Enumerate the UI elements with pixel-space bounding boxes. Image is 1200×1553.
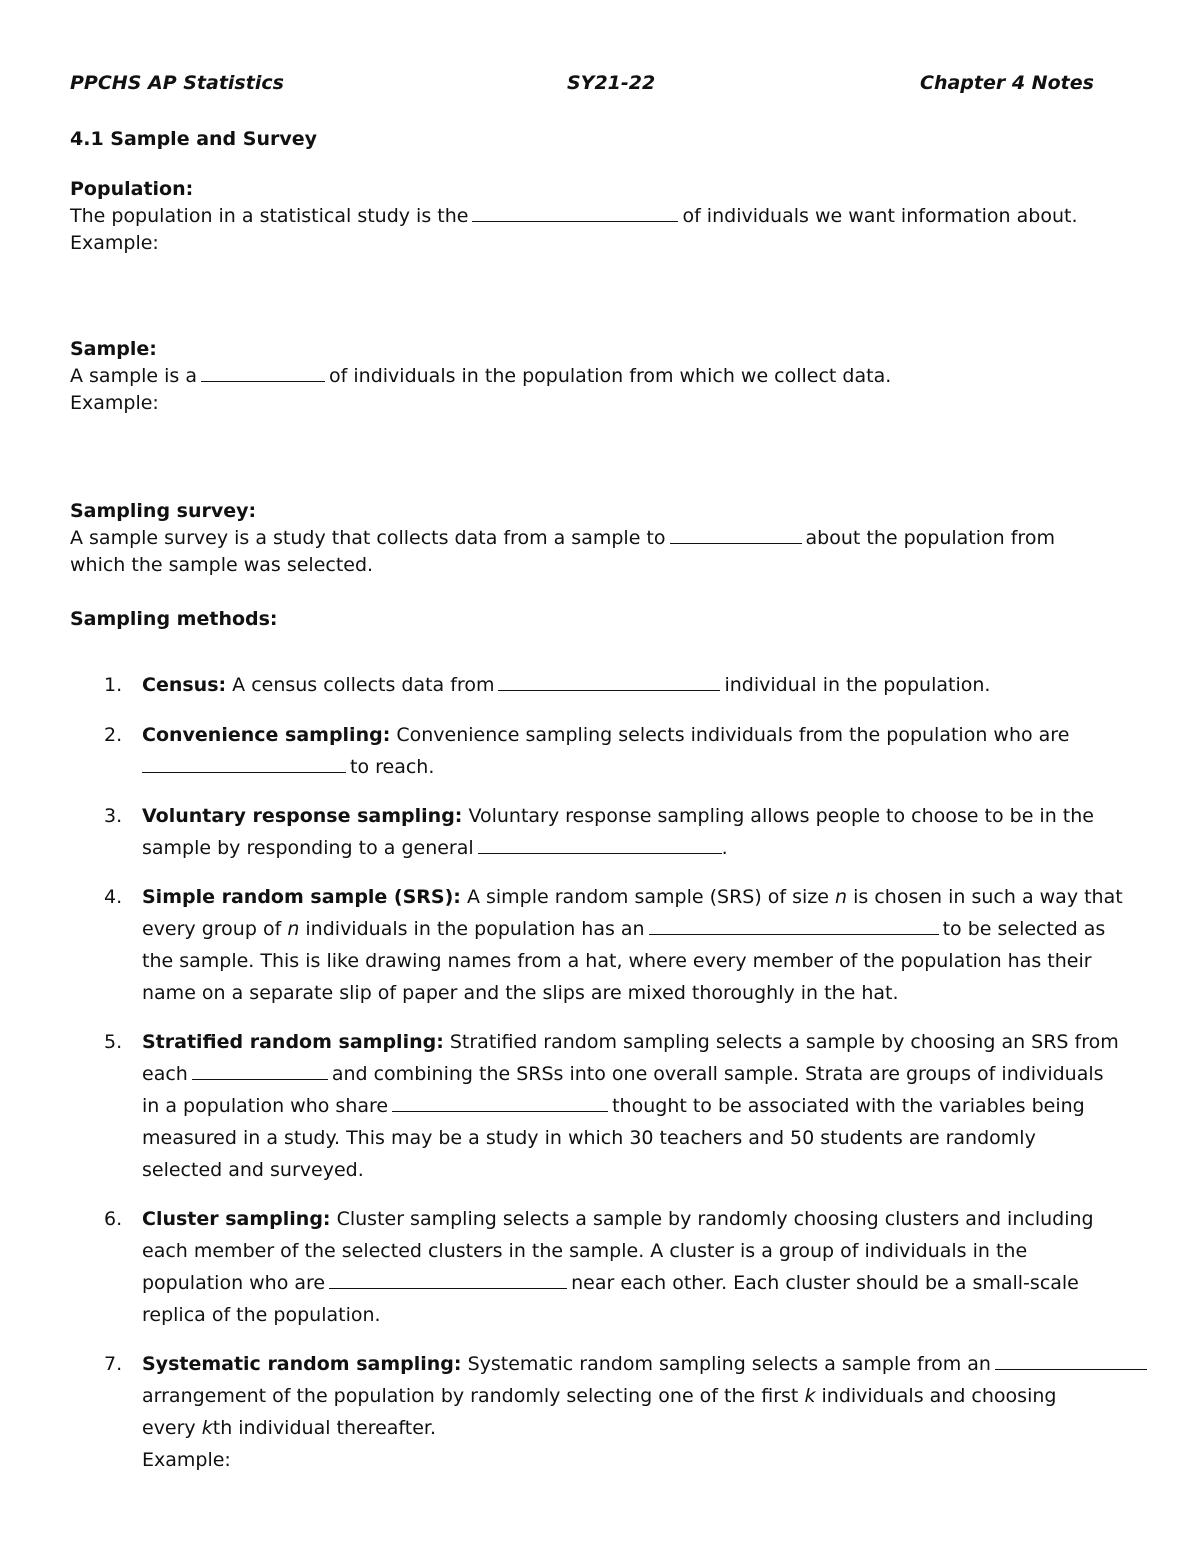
stratified-text-a: Stratified random sampling selects a sample by choosing an SRS from bbox=[449, 1031, 1119, 1053]
item-body bbox=[142, 1026, 1132, 1186]
item-body bbox=[142, 719, 1132, 783]
srs-term: Simple random sample (SRS): bbox=[142, 886, 461, 908]
survey-text-before: A sample survey is a study that collects data from a sample to bbox=[70, 527, 666, 549]
sample-text-after: of individuals in the population from which we collect data. bbox=[329, 365, 892, 387]
srs-line2 bbox=[142, 913, 1132, 945]
stratified-line5: selected and surveyed. bbox=[142, 1159, 364, 1181]
population-text-after: of individuals we want information about. bbox=[682, 205, 1078, 227]
convenience-blank[interactable] bbox=[142, 754, 346, 773]
item-body bbox=[142, 669, 1132, 701]
sample-definition bbox=[70, 363, 1130, 390]
survey-blank[interactable] bbox=[670, 525, 802, 544]
census-text-a: A census collects data from bbox=[232, 674, 495, 696]
voluntary-text-c: . bbox=[721, 837, 728, 859]
voluntary-text-b: sample by responding to a general bbox=[142, 837, 474, 859]
cluster-text-c: population who are bbox=[142, 1272, 326, 1294]
survey-definition bbox=[70, 525, 1130, 552]
cluster-line4: replica of the population. bbox=[142, 1304, 381, 1326]
cluster-line2: each member of the selected clusters in the sample. A cluster is a group of individuals in the bbox=[142, 1240, 1028, 1262]
item-body bbox=[142, 800, 1132, 864]
population-term: Population: bbox=[70, 178, 194, 200]
item-number: 2. bbox=[104, 724, 123, 746]
item-body bbox=[142, 1203, 1132, 1331]
srs-line1 bbox=[142, 881, 1132, 913]
srs-blank[interactable] bbox=[649, 916, 939, 935]
school-year: SY21-22 bbox=[567, 72, 656, 94]
item-body bbox=[142, 1348, 1132, 1476]
population-definition bbox=[70, 203, 1130, 230]
voluntary-text-a: Voluntary response sampling allows people to choose to be in the bbox=[468, 805, 1094, 827]
sample-example-label: Example: bbox=[70, 392, 159, 414]
systematic-line2 bbox=[142, 1380, 1132, 1412]
cluster-text-a: Cluster sampling selects a sample by randomly choosing clusters and including bbox=[336, 1208, 1094, 1230]
systematic-k-symbol-2: k bbox=[201, 1417, 213, 1439]
srs-text-c: every group of bbox=[142, 918, 282, 940]
item-number: 3. bbox=[104, 805, 123, 827]
stratified-text-e: thought to be associated with the variables being bbox=[612, 1095, 1085, 1117]
stratified-line2 bbox=[142, 1058, 1132, 1090]
survey-term: Sampling survey: bbox=[70, 500, 257, 522]
systematic-line1 bbox=[142, 1348, 1132, 1380]
convenience-line2 bbox=[142, 751, 1132, 783]
cluster-text-d: near each other. Each cluster should be a small-scale bbox=[571, 1272, 1079, 1294]
sample-term: Sample: bbox=[70, 338, 157, 360]
systematic-k-symbol: k bbox=[804, 1385, 816, 1407]
voluntary-line2 bbox=[142, 832, 1132, 864]
cluster-term: Cluster sampling: bbox=[142, 1208, 331, 1230]
item-number: 7. bbox=[104, 1353, 123, 1375]
srs-n-symbol: n bbox=[835, 886, 848, 908]
stratified-term: Stratified random sampling: bbox=[142, 1031, 444, 1053]
systematic-text-e: th individual thereafter. bbox=[212, 1417, 437, 1439]
voluntary-term: Voluntary response sampling: bbox=[142, 805, 463, 827]
srs-n-symbol-2: n bbox=[287, 918, 300, 940]
item-number: 6. bbox=[104, 1208, 123, 1230]
stratified-line1 bbox=[142, 1026, 1132, 1058]
systematic-text-d: every bbox=[142, 1417, 196, 1439]
methods-title: Sampling methods: bbox=[70, 608, 278, 630]
cluster-blank[interactable] bbox=[329, 1270, 567, 1289]
census-term: Census: bbox=[142, 674, 227, 696]
stratified-text-b: each bbox=[142, 1063, 188, 1085]
chapter-title: Chapter 4 Notes bbox=[920, 72, 1094, 94]
page-header bbox=[70, 72, 1130, 102]
item-body bbox=[142, 881, 1132, 1009]
item-number: 1. bbox=[104, 674, 123, 696]
census-text-b: individual in the population. bbox=[724, 674, 991, 696]
course-name: PPCHS AP Statistics bbox=[70, 72, 284, 94]
section-title: 4.1 Sample and Survey bbox=[70, 128, 317, 150]
population-example-label: Example: bbox=[70, 232, 159, 254]
population-blank[interactable] bbox=[472, 203, 678, 222]
convenience-text-a: Convenience sampling selects individuals from the population who are bbox=[396, 724, 1070, 746]
srs-line4: name on a separate slip of paper and the slips are mixed thoroughly in the hat. bbox=[142, 982, 899, 1004]
sample-blank[interactable] bbox=[201, 363, 325, 382]
systematic-text-a: Systematic random sampling selects a sample from an bbox=[467, 1353, 991, 1375]
population-block bbox=[70, 176, 1130, 257]
survey-block bbox=[70, 498, 1130, 579]
cluster-line1 bbox=[142, 1203, 1132, 1235]
notes-page bbox=[70, 72, 1130, 1471]
survey-definition-line2: which the sample was selected. bbox=[70, 554, 374, 576]
srs-text-b: is chosen in such a way that bbox=[853, 886, 1123, 908]
systematic-example-label: Example: bbox=[142, 1449, 231, 1471]
survey-text-after: about the population from bbox=[805, 527, 1055, 549]
stratified-blank-1[interactable] bbox=[192, 1061, 328, 1080]
systematic-text-b: arrangement of the population by randomly selecting one of the first bbox=[142, 1385, 799, 1407]
population-text-before: The population in a statistical study is the bbox=[70, 205, 469, 227]
cluster-line3 bbox=[142, 1267, 1132, 1299]
stratified-line3 bbox=[142, 1090, 1132, 1122]
stratified-text-c: and combining the SRSs into one overall sample. Strata are groups of individuals bbox=[331, 1063, 1104, 1085]
systematic-term: Systematic random sampling: bbox=[142, 1353, 462, 1375]
srs-text-e: to be selected as bbox=[942, 918, 1106, 940]
voluntary-blank[interactable] bbox=[478, 835, 722, 854]
systematic-line3 bbox=[142, 1412, 1132, 1444]
voluntary-line1 bbox=[142, 800, 1132, 832]
convenience-line1 bbox=[142, 719, 1132, 751]
census-blank[interactable] bbox=[498, 672, 720, 691]
systematic-text-c: individuals and choosing bbox=[821, 1385, 1057, 1407]
stratified-blank-2[interactable] bbox=[392, 1093, 608, 1112]
item-number: 5. bbox=[104, 1031, 123, 1053]
stratified-line4: measured in a study. This may be a study in which 30 teachers and 50 students are randomly bbox=[142, 1127, 1036, 1149]
sample-text-before: A sample is a bbox=[70, 365, 198, 387]
convenience-term: Convenience sampling: bbox=[142, 724, 391, 746]
srs-text-d: individuals in the population has an bbox=[305, 918, 645, 940]
sample-block bbox=[70, 336, 1130, 417]
systematic-blank[interactable] bbox=[995, 1351, 1147, 1370]
srs-line3: the sample. This is like drawing names from a hat, where every member of the population has their bbox=[142, 950, 1092, 972]
stratified-text-d: in a population who share bbox=[142, 1095, 389, 1117]
convenience-text-b: to reach. bbox=[350, 756, 435, 778]
item-number: 4. bbox=[104, 886, 123, 908]
srs-text-a: A simple random sample (SRS) of size bbox=[466, 886, 829, 908]
